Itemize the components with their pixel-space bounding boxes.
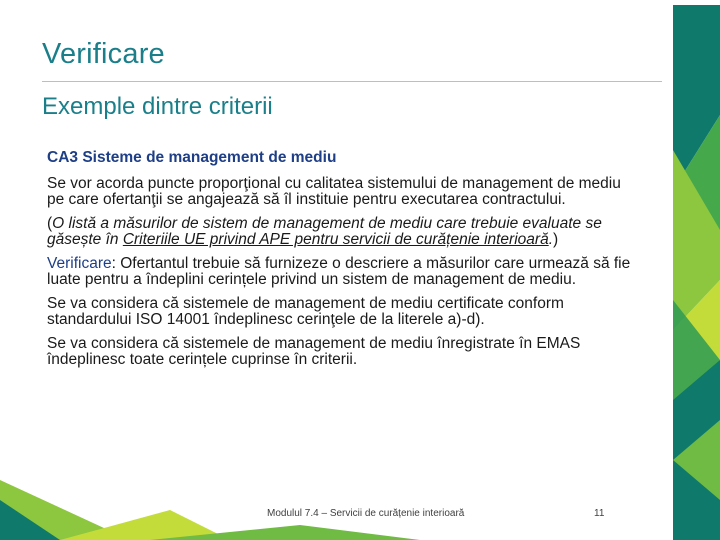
title-divider <box>42 81 662 82</box>
paren-close: ) <box>553 231 559 248</box>
paragraph-list-reference <box>47 216 637 249</box>
paragraph-iso14001: Se va considera că sistemele de management de mediu certificate conform standardului ISO 14001 îndeplinesc cerinţele de la literele a)-d). <box>47 294 564 328</box>
verification-text: : Ofertantul trebuie să furnizeze o descriere a măsurilor care urmează să fie luate pentru a îndeplini cerințele privind un sistem de management de mediu. <box>47 254 631 288</box>
gpp-criteria-link[interactable]: Criteriile UE privind APE pentru servicii de curățenie interioară <box>122 231 549 248</box>
paragraph-emas: Se va considera că sistemele de management de mediu înregistrate în EMAS îndeplinesc toate cerințele cuprinse în criterii. <box>47 334 581 368</box>
slide-title: Verificare <box>42 38 165 70</box>
paragraph-verification <box>47 256 637 289</box>
paren-open: ( <box>47 214 53 232</box>
verification-label: Verificare <box>47 254 112 272</box>
page-number: 11 <box>594 508 605 519</box>
decorative-green-shapes-bottom <box>0 470 420 540</box>
reference-period: . <box>548 231 553 248</box>
slide-subtitle: Exemple dintre criterii <box>42 93 273 120</box>
slide-content <box>47 150 637 376</box>
criterion-heading: CA3 Sisteme de management de mediu <box>47 149 337 166</box>
reference-text: O listă a măsurilor de sistem de management de mediu care trebuie evaluate se găsește în <box>47 214 602 248</box>
footer-module: Modulul 7.4 – Servicii de curățenie interioară <box>267 508 465 519</box>
paragraph-points: Se vor acorda puncte proporţional cu calitatea sistemului de management de mediu pe care ofertanţii se angajează să îl instituie pentru executarea contractului. <box>47 174 621 208</box>
